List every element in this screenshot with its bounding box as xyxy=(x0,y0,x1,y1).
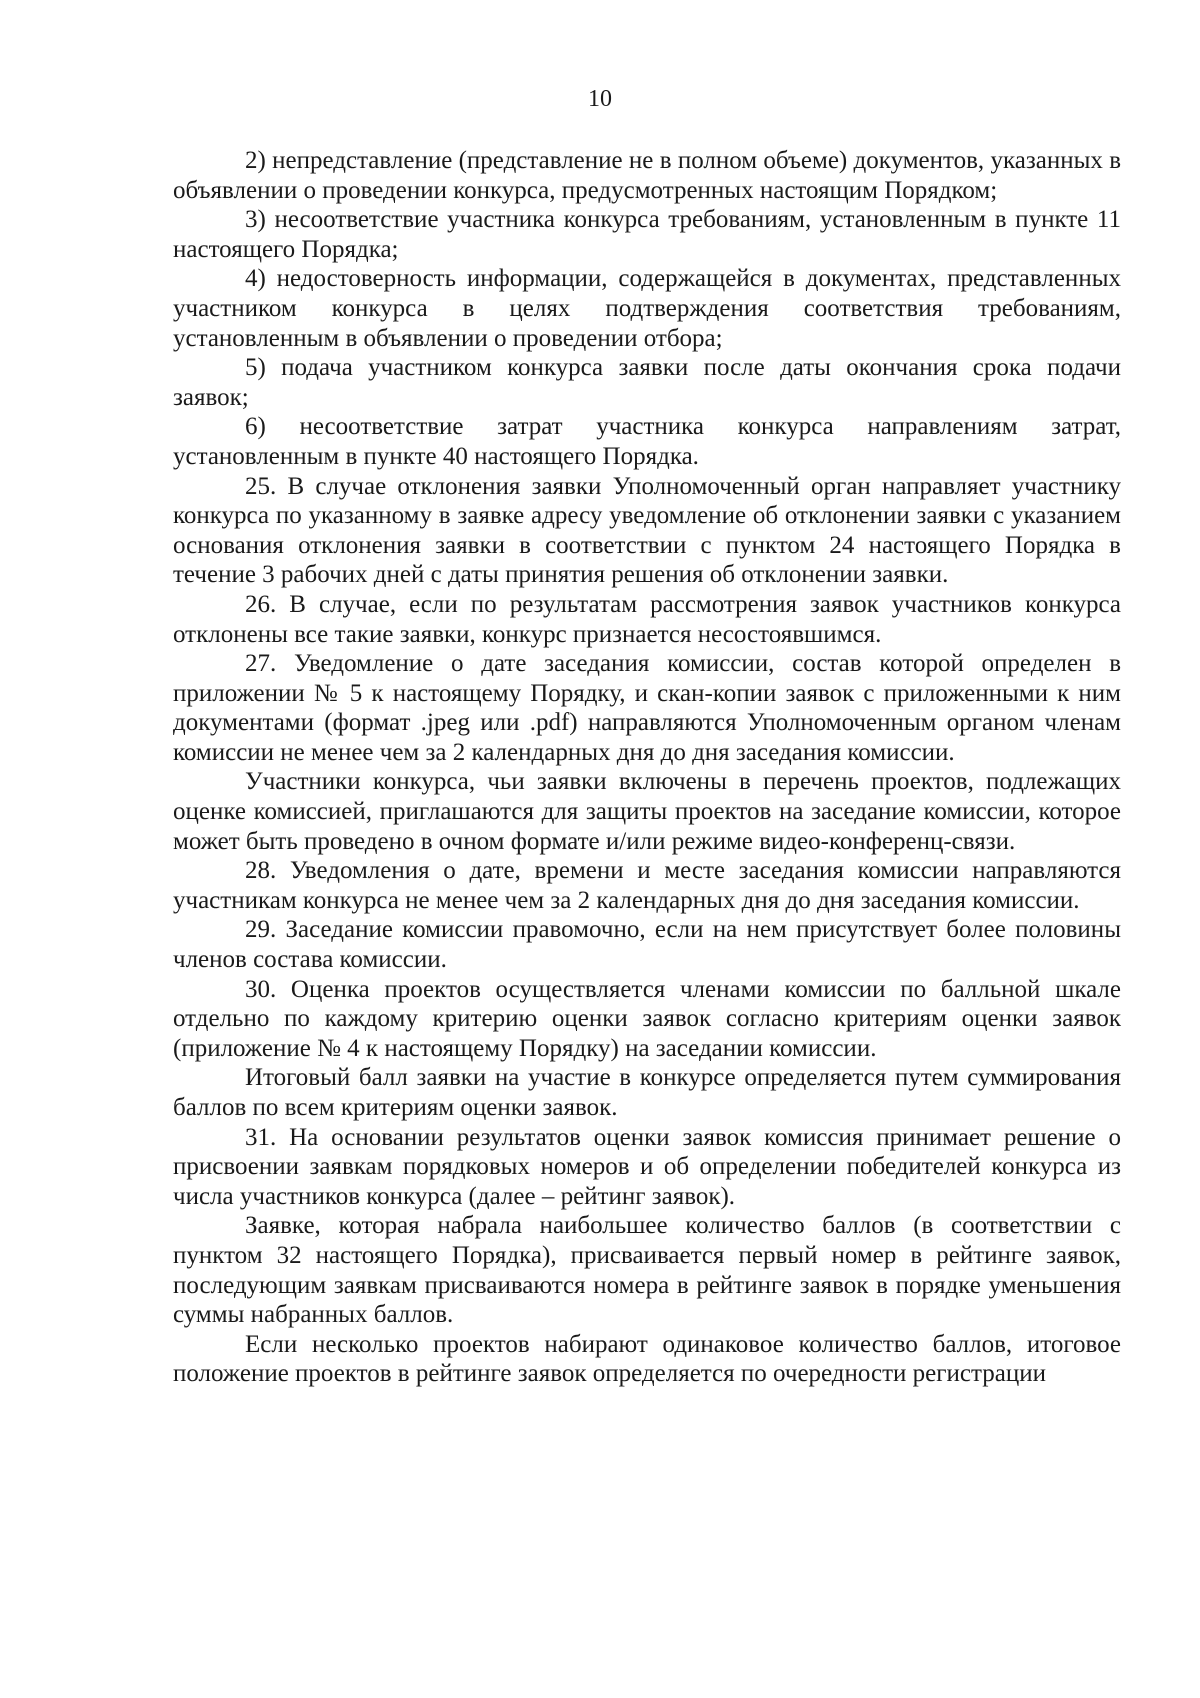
paragraph: 6) несоответствие затрат участника конкурса направлениям затрат, установленным в пункте 40 настоящего Порядка. xyxy=(173,413,1121,470)
paragraph: 3) несоответствие участника конкурса требованиям, установленным в пункте 11 настоящего Порядка; xyxy=(173,206,1121,263)
paragraph: 31. На основании результатов оценки заявок комиссия принимает решение о присвоении заявкам порядковых номеров и об определении победителей конкурса из числа участников конкурса (далее – рейтинг заявок). xyxy=(173,1123,1121,1210)
paragraph: 27. Уведомление о дате заседания комиссии, состав которой определен в приложении № 5 к настоящему Порядку, и скан-копии заявок с приложенными к ним документами (формат .jpeg или .pdf) направляются Уполномоченным органом членам комиссии не менее чем за 2 календарных дня до дня заседания комиссии. xyxy=(173,650,1121,766)
paragraph: Итоговый балл заявки на участие в конкурсе определяется путем суммирования баллов по всем критериям оценки заявок. xyxy=(173,1064,1121,1121)
paragraph: 26. В случае, если по результатам рассмотрения заявок участников конкурса отклонены все такие заявки, конкурс признается несостоявшимся. xyxy=(173,590,1121,648)
paragraph: 4) недостоверность информации, содержащейся в документах, представленных участником конкурса в целях подтверждения соответствия требованиям, установленным в объявлении о проведении отбора; xyxy=(173,265,1121,352)
paragraph: 5) подача участником конкурса заявки после даты окончания срока подачи заявок; xyxy=(173,354,1121,411)
document-body xyxy=(173,146,1121,1389)
paragraph: Участники конкурса, чьи заявки включены в перечень проектов, подлежащих оценке комиссией, приглашаются для защиты проектов на заседание комиссии, которое может быть проведено в очном формате и/или режиме видео-конференц-связи. xyxy=(173,768,1121,855)
page-number: 10 xyxy=(588,86,612,112)
paragraph: 25. В случае отклонения заявки Уполномоченный орган направляет участнику конкурса по указанному в заявке адресу уведомление об отклонении заявки с указанием основания отклонения заявки в соответствии с пунктом 24 настоящего Порядка в течение 3 рабочих дней с даты принятия решения об отклонении заявки. xyxy=(173,472,1121,589)
paragraph: 28. Уведомления о дате, времени и месте заседания комиссии направляются участникам конкурса не менее чем за 2 календарных дня до дня заседания комиссии. xyxy=(173,857,1121,914)
paragraph: 2) непредставление (представление не в полном объеме) документов, указанных в объявлении о проведении конкурса, предусмотренных настоящим Порядком; xyxy=(173,147,1121,204)
paragraph: 29. Заседание комиссии правомочно, если на нем присутствует более половины членов состава комиссии. xyxy=(173,916,1121,974)
paragraph: Если несколько проектов набирают одинаковое количество баллов, итоговое положение проектов в рейтинге заявок определяется по очередности регистрации xyxy=(173,1330,1121,1388)
paragraph: Заявке, которая набрала наибольшее количество баллов (в соответствии с пунктом 32 настоящего Порядка), присваивается первый номер в рейтинге заявок, последующим заявкам присваиваются номера в рейтинге заявок в порядке уменьшения суммы набранных баллов. xyxy=(173,1212,1121,1329)
paragraph: 30. Оценка проектов осуществляется членами комиссии по балльной шкале отдельно по каждому критерию оценки заявок согласно критериям оценки заявок (приложение № 4 к настоящему Порядку) на заседании комиссии. xyxy=(173,975,1121,1062)
